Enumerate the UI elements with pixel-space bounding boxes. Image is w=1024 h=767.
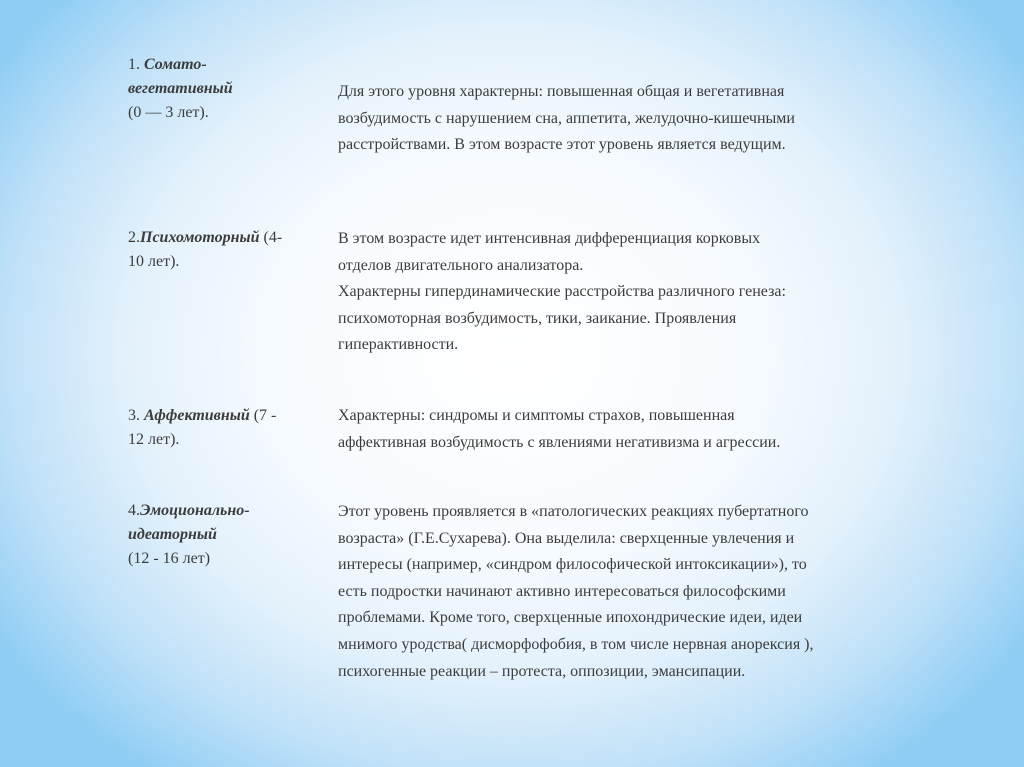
- description-line: Этот уровень проявляется в «патологических реакциях пубертатного: [338, 503, 809, 520]
- level-name-2: Психомоторный: [140, 229, 260, 246]
- level-number-2: 2.: [128, 229, 140, 246]
- level-title-1: [128, 53, 328, 125]
- level-age-2-part1: (4-: [259, 229, 283, 246]
- description-line: аффективная возбудимость с явлениями негативизма и агрессии.: [338, 433, 781, 451]
- description-line: В этом возрасте идет интенсивная дифференциация корковых: [338, 230, 761, 247]
- level-age-3-part1: (7 -: [249, 407, 277, 424]
- description-line: психомоторная возбудимость, тики, заикание. Проявления: [338, 309, 737, 327]
- level-name-3: Аффективный: [144, 407, 250, 424]
- level-title-3: [128, 404, 328, 452]
- level-number-4: 4.: [128, 502, 140, 519]
- description-line: расстройствами. В этом возрасте этот уровень является ведущим.: [338, 136, 786, 154]
- description-line: Характерны: синдромы и симптомы страхов, повышенная: [338, 407, 735, 424]
- level-number-3: 3.: [128, 407, 144, 424]
- description-line: возраста» (Г.Е.Сухарева). Она выделила: сверхценные увлечения и: [338, 529, 795, 547]
- level-age-4: (12 - 16 лет): [128, 550, 211, 567]
- description-line: Характерны гипердинамические расстройства различного генеза:: [338, 283, 786, 301]
- level-description-1: [338, 79, 948, 159]
- level-description-4: [338, 499, 948, 685]
- level-name-1-part1: Сомато-: [144, 56, 207, 73]
- level-description-3: [338, 403, 948, 456]
- level-age-3-part2: 12 лет).: [128, 431, 180, 448]
- level-name-4-part2: идеаторный: [128, 526, 217, 543]
- description-line: отделов двигательного анализатора.: [338, 256, 584, 274]
- level-description-2: [338, 226, 948, 359]
- description-line: психогенные реакции – протеста, оппозиции, эмансипации.: [338, 662, 746, 680]
- level-name-4-part1: Эмоционально-: [140, 502, 250, 519]
- description-line: проблемами. Кроме того, сверхценные ипохондрические идеи, идеи: [338, 609, 803, 627]
- description-line: возбудимость с нарушением сна, аппетита, желудочно-кишечными: [338, 109, 795, 127]
- description-line: гиперактивности.: [338, 336, 459, 354]
- level-number-1: 1.: [128, 56, 144, 73]
- level-name-1-part2: вегетативный: [128, 80, 233, 97]
- level-title-2: [128, 226, 328, 274]
- level-age-2-part2: 10 лет).: [128, 253, 180, 270]
- description-line: есть подростки начинают активно интересоваться философскими: [338, 582, 786, 600]
- description-line: интересы (например, «синдром философической интоксикации»), то: [338, 556, 807, 574]
- description-line: Для этого уровня характерны: повышенная общая и вегетативная: [338, 83, 785, 100]
- level-age-1: (0 — 3 лет).: [128, 104, 209, 121]
- description-line: мнимого уродства( дисморфофобия, в том числе нервная анорексия ),: [338, 635, 814, 653]
- level-title-4: [128, 499, 328, 571]
